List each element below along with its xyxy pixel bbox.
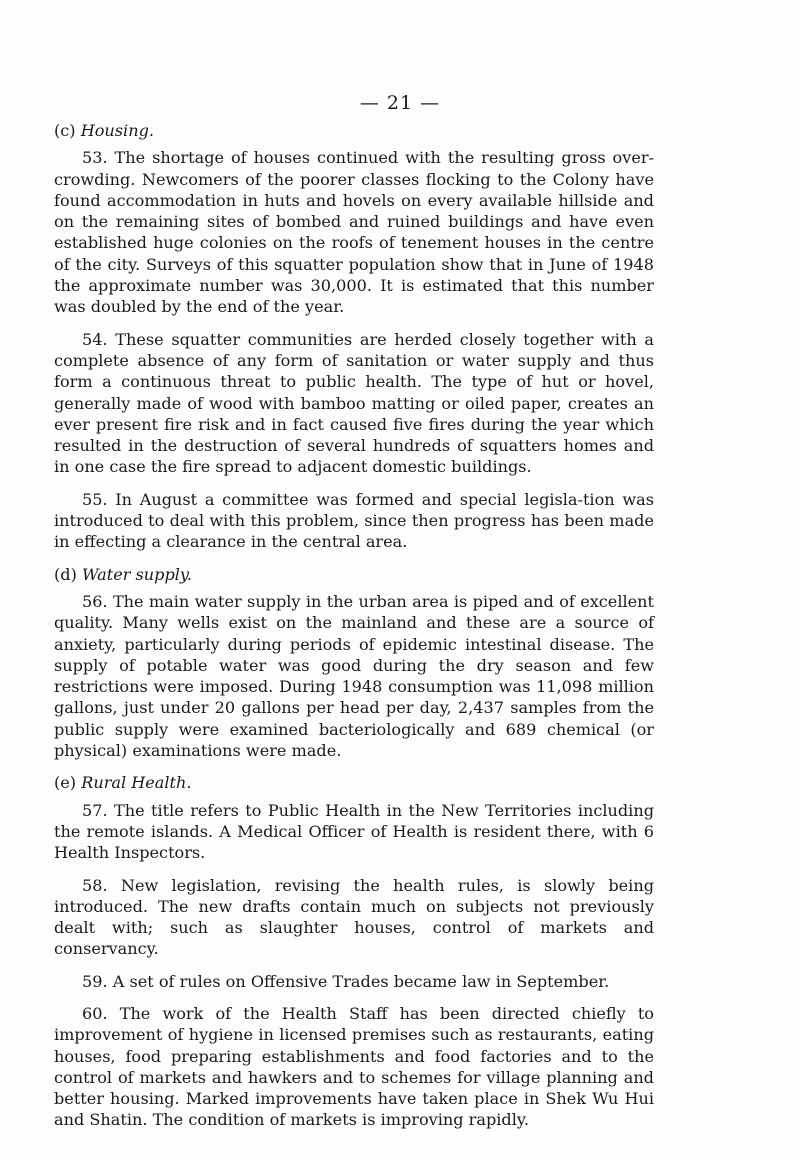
- section-letter: (c): [54, 121, 76, 140]
- paragraph-57: 57. The title refers to Public Health in the New Territories including the remote islands. A Medical Officer of Health is resident there, with 6 Health Inspectors.: [54, 800, 654, 863]
- section-heading-water-supply: [54, 564, 654, 585]
- section-letter: (d): [54, 564, 77, 584]
- page-content: [54, 120, 654, 1142]
- section-heading-housing: [54, 120, 654, 141]
- section-title: Water supply.: [82, 564, 192, 584]
- section-title: Rural Health.: [81, 773, 192, 793]
- section-title: Housing.: [80, 121, 154, 140]
- section-letter: (e): [54, 773, 77, 793]
- paragraph-54: 54. These squatter communities are herded closely together with a complete absence of any form of sanitation or water supply and thus form a continuous threat to public health. The type of hut or hovel, generally made of wood with bamboo matting or oiled paper, creates an ever present fire risk and in fact caused five fires during the year which resulted in the destruction of several hundreds of squatters homes and in one case the fire spread to adjacent domestic buildings.: [54, 329, 654, 477]
- paragraph-56: 56. The main water supply in the urban area is piped and of excellent quality. Many wells exist on the mainland and these are a source of anxiety, particularly during periods of epidemic intestinal disease. The supply of potable water was good during the dry season and few restrictions were imposed. During 1948 consumption was 11,098 million gallons, just under 20 gallons per head per day, 2,437 samples from the public supply were examined bacteriologically and 689 chemical (or physical) examinations were made.: [54, 591, 654, 761]
- paragraph-58: 58. New legislation, revising the health rules, is slowly being introduced. The new drafts contain much on subjects not previously dealt with; such as slaughter houses, control of markets and conservancy.: [54, 875, 654, 959]
- paragraph-53: 53. The shortage of houses continued with the resulting gross over-crowding. Newcomers of the poorer classes flocking to the Colony have found accommodation in huts and hovels on every available hillside and on the remaining sites of bombed and ruined buildings and have even established huge colonies on the roofs of tenement houses in the centre of the city. Surveys of this squatter population show that in June of 1948 the approximate number was 30,000. It is estimated that this number was doubled by the end of the year.: [54, 148, 654, 317]
- paragraph-59: 59. A set of rules on Offensive Trades became law in September.: [82, 971, 610, 991]
- paragraph-55: 55. In August a committee was formed and special legisla-tion was introduced to deal with this problem, since then progress has been made in effecting a clearance in the central area.: [54, 489, 654, 552]
- section-heading-rural-health: [54, 772, 654, 793]
- page-number: — 21 —: [359, 92, 441, 114]
- paragraph-60: 60. The work of the Health Staff has been directed chiefly to improvement of hygiene in licensed premises such as restaurants, eating houses, food preparing establishments and food factories and to the control of markets and hawkers and to schemes for village planning and better housing. Marked improvements have taken place in Shek Wu Hui and Shatin. The condition of markets is improving rapidly.: [54, 1003, 654, 1130]
